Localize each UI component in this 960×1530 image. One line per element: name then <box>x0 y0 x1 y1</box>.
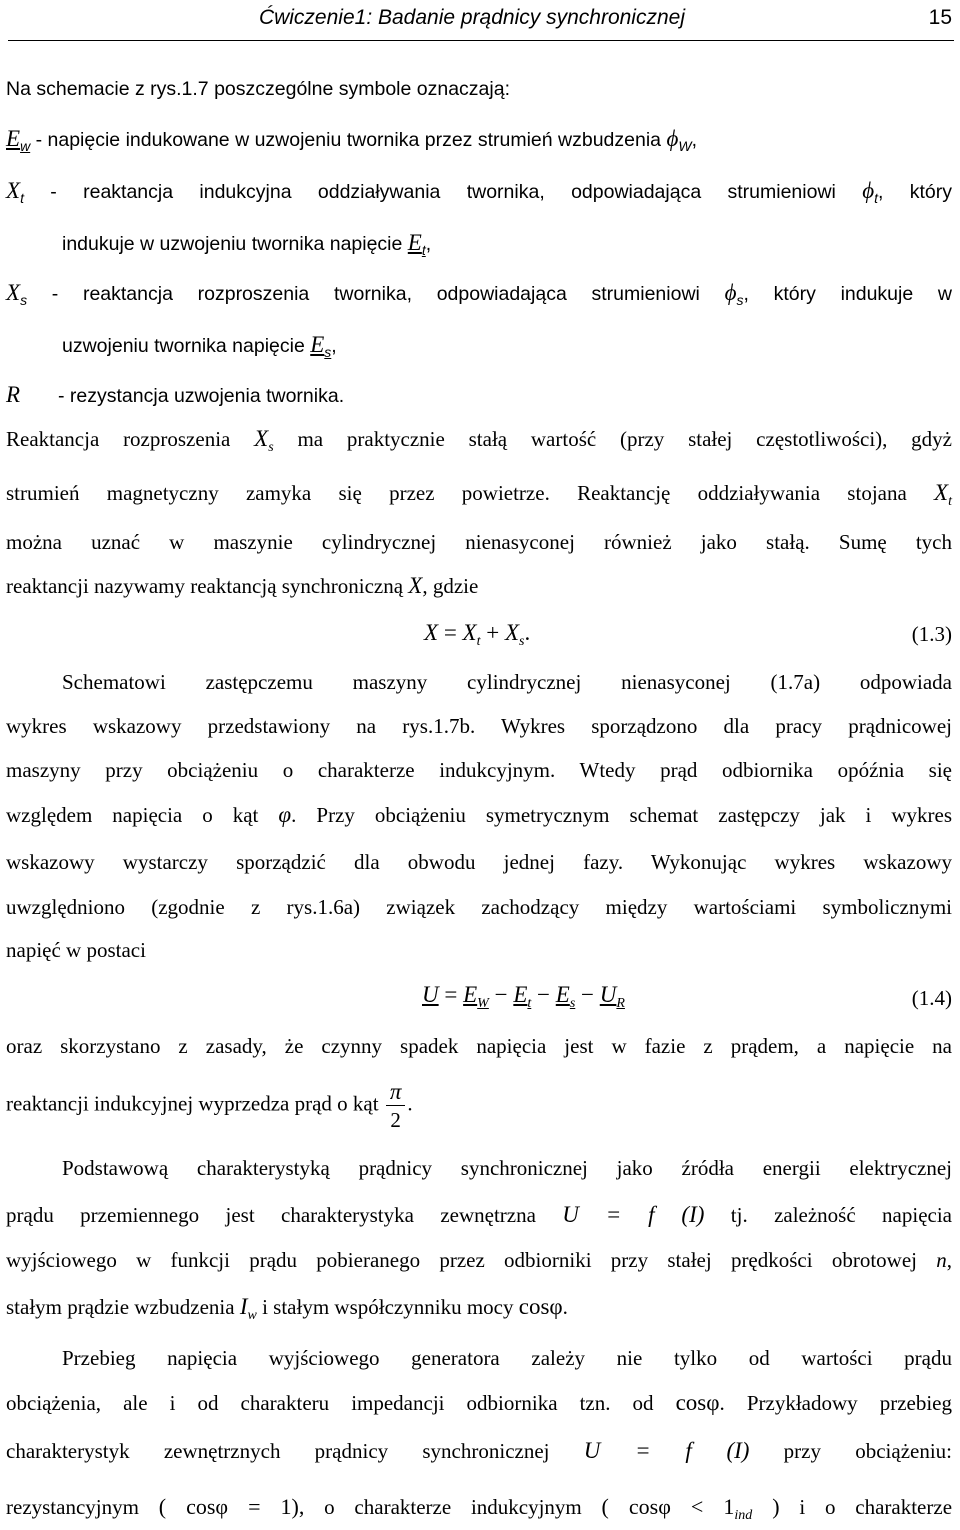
para5-l4c: i o charakterze <box>779 1495 953 1519</box>
para2-line1: Schematowi zastępczemu maszyny cylindrycznej nienasyconej (1.7a) odpowiada <box>62 670 952 694</box>
symbol-et-sub: t <box>421 242 426 258</box>
symbol-xt-sub: t <box>20 190 24 206</box>
para4-symbol-n: n <box>936 1248 947 1272</box>
intro-line: Na schemacie z rys.1.7 poszczególne symbole oznaczają: <box>6 78 510 100</box>
eq2-et-sub: t <box>527 996 532 1011</box>
page-header <box>0 0 960 42</box>
para3-l2: reaktancji indukcyjnej wyprzedza prąd o kąt <box>6 1091 384 1116</box>
para2-line6: uwzględniono (zgodnie z rys.1.6a) związek zachodzący między wartościami symbolicznymi <box>6 895 952 919</box>
eq1-dot: . <box>524 620 531 645</box>
para1-l4b: , gdzie <box>422 574 479 598</box>
para4-l3a: wyjściowego w funkcji prądu pobieranego przez odbiorniki przy stałej prędkości obrotowej <box>6 1248 937 1272</box>
para4-l4c: . <box>562 1295 568 1319</box>
para1-line3: można uznać w maszynie cylindrycznej nienasyconej również jako stałą. Sumę tych <box>6 530 952 554</box>
para4-line3 <box>6 1248 952 1273</box>
definition-ew-text: - napięcie indukowane w uzwojeniu twornika przez strumień wzbudzenia <box>30 129 667 151</box>
eq2-minus2: − <box>531 982 556 1007</box>
definition-r-text: - rezystancja uzwojenia twornika. <box>58 385 345 407</box>
definition-xs-text: - reaktancja rozproszenia twornika, odpowiadająca strumieniowi <box>27 283 725 305</box>
para4-line2 <box>6 1202 952 1228</box>
para1-symbol-xt: X <box>934 480 949 505</box>
equation-1-4 <box>422 982 625 1012</box>
para4-line4 <box>6 1294 568 1324</box>
equation-1-3-number: (1.3) <box>911 622 952 646</box>
para5-formula-close: ) <box>752 1494 780 1519</box>
para1-symbol-x-sync: X <box>408 573 423 598</box>
symbol-es-sub: s <box>324 344 332 360</box>
definition-xt-cont: indukuje w uzwojeniu twornika napięcie $E_t$, <box>62 230 432 258</box>
symbol-phi-t: ϕ <box>862 178 875 203</box>
symbol-r: R <box>6 382 21 407</box>
eq2-ew: E <box>463 982 478 1007</box>
symbol-phi-s-sub: s <box>736 292 744 308</box>
para5-l3a: charakterystyk zewnętrznych prądnicy synchronicznej <box>6 1439 584 1463</box>
para3-l2-end: . <box>407 1091 413 1116</box>
eq2-ur: U <box>599 982 617 1007</box>
symbol-xs: X <box>6 280 21 305</box>
para5-l2a: obciążenia, ale i od charakteru impedancji odbiornika tzn. od <box>6 1391 676 1415</box>
fraction-numerator: π <box>386 1080 406 1106</box>
para4-symbol-i-sub: w <box>247 1308 257 1323</box>
eq1-term2-sub: s <box>519 634 525 649</box>
definition-xt-tail: , który <box>878 181 953 203</box>
symbol-xs-sub: s <box>20 292 28 308</box>
para1-line2 <box>6 480 952 510</box>
para4-l3b: , <box>946 1248 952 1272</box>
symbol-ew-sub: w <box>20 138 31 154</box>
symbol-ew: E <box>6 126 21 151</box>
eq2-ur-sub: R <box>616 996 625 1011</box>
symbol-phi-t-sub: t <box>874 190 878 206</box>
para3-line1: oraz skorzystano z zasady, że czynny spadek napięcia jest w fazie z prądem, a napięcie na <box>6 1034 952 1058</box>
symbol-es: E <box>310 332 325 357</box>
para1-symbol-x: X <box>254 426 269 451</box>
eq1-equals: = <box>438 620 463 645</box>
definition-xt-text: - reaktancja indukcyjna oddziaływania twornika, odpowiadająca strumieniowi <box>23 181 863 203</box>
definition-r <box>6 382 344 408</box>
para2-line7: napięć w postaci <box>6 938 146 962</box>
para1-l1a: Reaktancja rozproszenia <box>6 427 255 451</box>
para4-l2a: prądu przemiennego jest charakterystyka zewnętrzna <box>6 1203 563 1227</box>
para1-line4 <box>6 573 478 599</box>
header-rule <box>8 40 954 41</box>
para1-symbol-xt-sub: t <box>948 494 952 509</box>
para1-l2a: strumień magnetyczny zamyka się przez powietrze. Reaktancję oddziaływania stojana <box>6 481 935 505</box>
eq2-es-sub: s <box>569 996 576 1011</box>
page-number: 15 <box>928 6 952 29</box>
para5-line3 <box>6 1438 952 1464</box>
eq2-minus3: − <box>575 982 600 1007</box>
para4-symbol-i: I <box>239 1294 248 1319</box>
para2-line5: wskazowy wystarczy sporządzić dla obwodu jednej fazy. Wykonując wykres wskazowy <box>6 850 952 874</box>
eq2-equals: = <box>438 982 464 1007</box>
definition-xs-cont-text: uzwojeniu twornika napięcie <box>62 335 311 357</box>
para5-formula-inductive-sub: ind <box>734 1508 753 1523</box>
para4-line1: Podstawową charakterystyką prądnicy synchronicznej jako źródła energii elektrycznej <box>62 1156 952 1180</box>
para2-line3: maszyny przy obciążeniu o charakterze indukcyjnym. Wtedy prąd odbiornika opóźnia się <box>6 758 952 782</box>
eq1-term2: X <box>504 620 520 645</box>
para2-line4 <box>6 802 952 828</box>
para5-l4a: rezystancyjnym <box>6 1495 159 1519</box>
eq2-et: E <box>513 982 528 1007</box>
eq1-plus: + <box>480 620 505 645</box>
eq2-u: U <box>422 982 439 1007</box>
symbol-xt: X <box>6 178 21 203</box>
definition-xs <box>6 280 952 308</box>
eq2-es: E <box>555 982 570 1007</box>
para1-l1b: ma praktycznie stałą wartość (przy stałej częstotliwości), gdyż <box>273 427 953 451</box>
equation-1-4-number: (1.4) <box>911 986 952 1010</box>
para2-symbol-phi: φ <box>278 802 292 827</box>
fraction-denominator: 2 <box>390 1108 401 1132</box>
symbol-et: E <box>407 230 422 255</box>
para1-line1 <box>6 426 952 456</box>
para3-line2 <box>6 1080 413 1131</box>
para5-line4 <box>6 1494 952 1524</box>
symbol-phi-s: ϕ <box>724 280 737 305</box>
eq1-term1-sub: t <box>476 634 481 649</box>
para4-l2b: tj. zależność napięcia <box>704 1203 952 1227</box>
definition-xs-cont: uzwojeniu twornika napięcie $E_s$, <box>62 332 337 360</box>
para4-cos-phi: cosφ <box>518 1294 563 1319</box>
para5-cos-phi: cosφ <box>675 1390 720 1415</box>
para5-l2b: . Przykładowy przebieg <box>719 1391 952 1415</box>
symbol-phi-w-sub: W <box>678 138 692 154</box>
equation-1-3 <box>424 620 530 650</box>
para5-line1: Przebieg napięcia wyjściowego generatora zależy nie tylko od wartości prądu <box>62 1346 952 1370</box>
para2-l4b: . Przy obciążeniu symetrycznym schemat zastępczy jak i wykres <box>291 803 953 827</box>
definition-xs-tail: , który indukuje w <box>743 283 952 305</box>
para4-l4b: i stałym współczynniku mocy <box>256 1295 519 1319</box>
para5-formula-resistive: ( cosφ = 1), <box>158 1494 305 1519</box>
header-title: Ćwiczenie1: Badanie prądnicy synchronicznej <box>258 6 685 29</box>
para2-line2: wykres wskazowy przedstawiony na rys.1.7b. Wykres sporządzono dla pracy prądnicowej <box>6 714 952 738</box>
para5-line2 <box>6 1390 952 1416</box>
para5-l4b: o charakterze indukcyjnym <box>304 1495 602 1519</box>
symbol-phi-w: ϕ <box>666 126 679 151</box>
fraction-pi-over-2 <box>386 1080 406 1131</box>
definition-ew: $E_w$ - napięcie indukowane w uzwojeniu twornika przez strumień wzbudzenia $\phi_W$, <box>6 126 697 154</box>
para5-formula-inductive: ( cosφ < 1 <box>601 1494 735 1519</box>
eq1-term1: X <box>462 620 477 645</box>
para4-l4a: stałym prądzie wzbudzenia <box>6 1295 240 1319</box>
para5-l3b: przy obciążeniu: <box>749 1439 953 1463</box>
para2-l4a: względem napięcia o kąt <box>6 803 279 827</box>
para5-formula-u-f-i: U = f (I) <box>583 1438 750 1463</box>
para1-symbol-x-sub: s <box>268 440 274 455</box>
eq1-lhs: X <box>424 620 439 645</box>
eq2-ew-sub: W <box>477 996 489 1011</box>
para4-formula-u-f-i: U = f (I) <box>562 1202 705 1227</box>
eq2-minus1: − <box>488 982 514 1007</box>
definition-xt-cont-text: indukuje w uzwojeniu twornika napięcie <box>62 233 408 255</box>
para1-l4a: reaktancji nazywamy reaktancją synchroniczną <box>6 574 409 598</box>
definition-xt <box>6 178 952 206</box>
